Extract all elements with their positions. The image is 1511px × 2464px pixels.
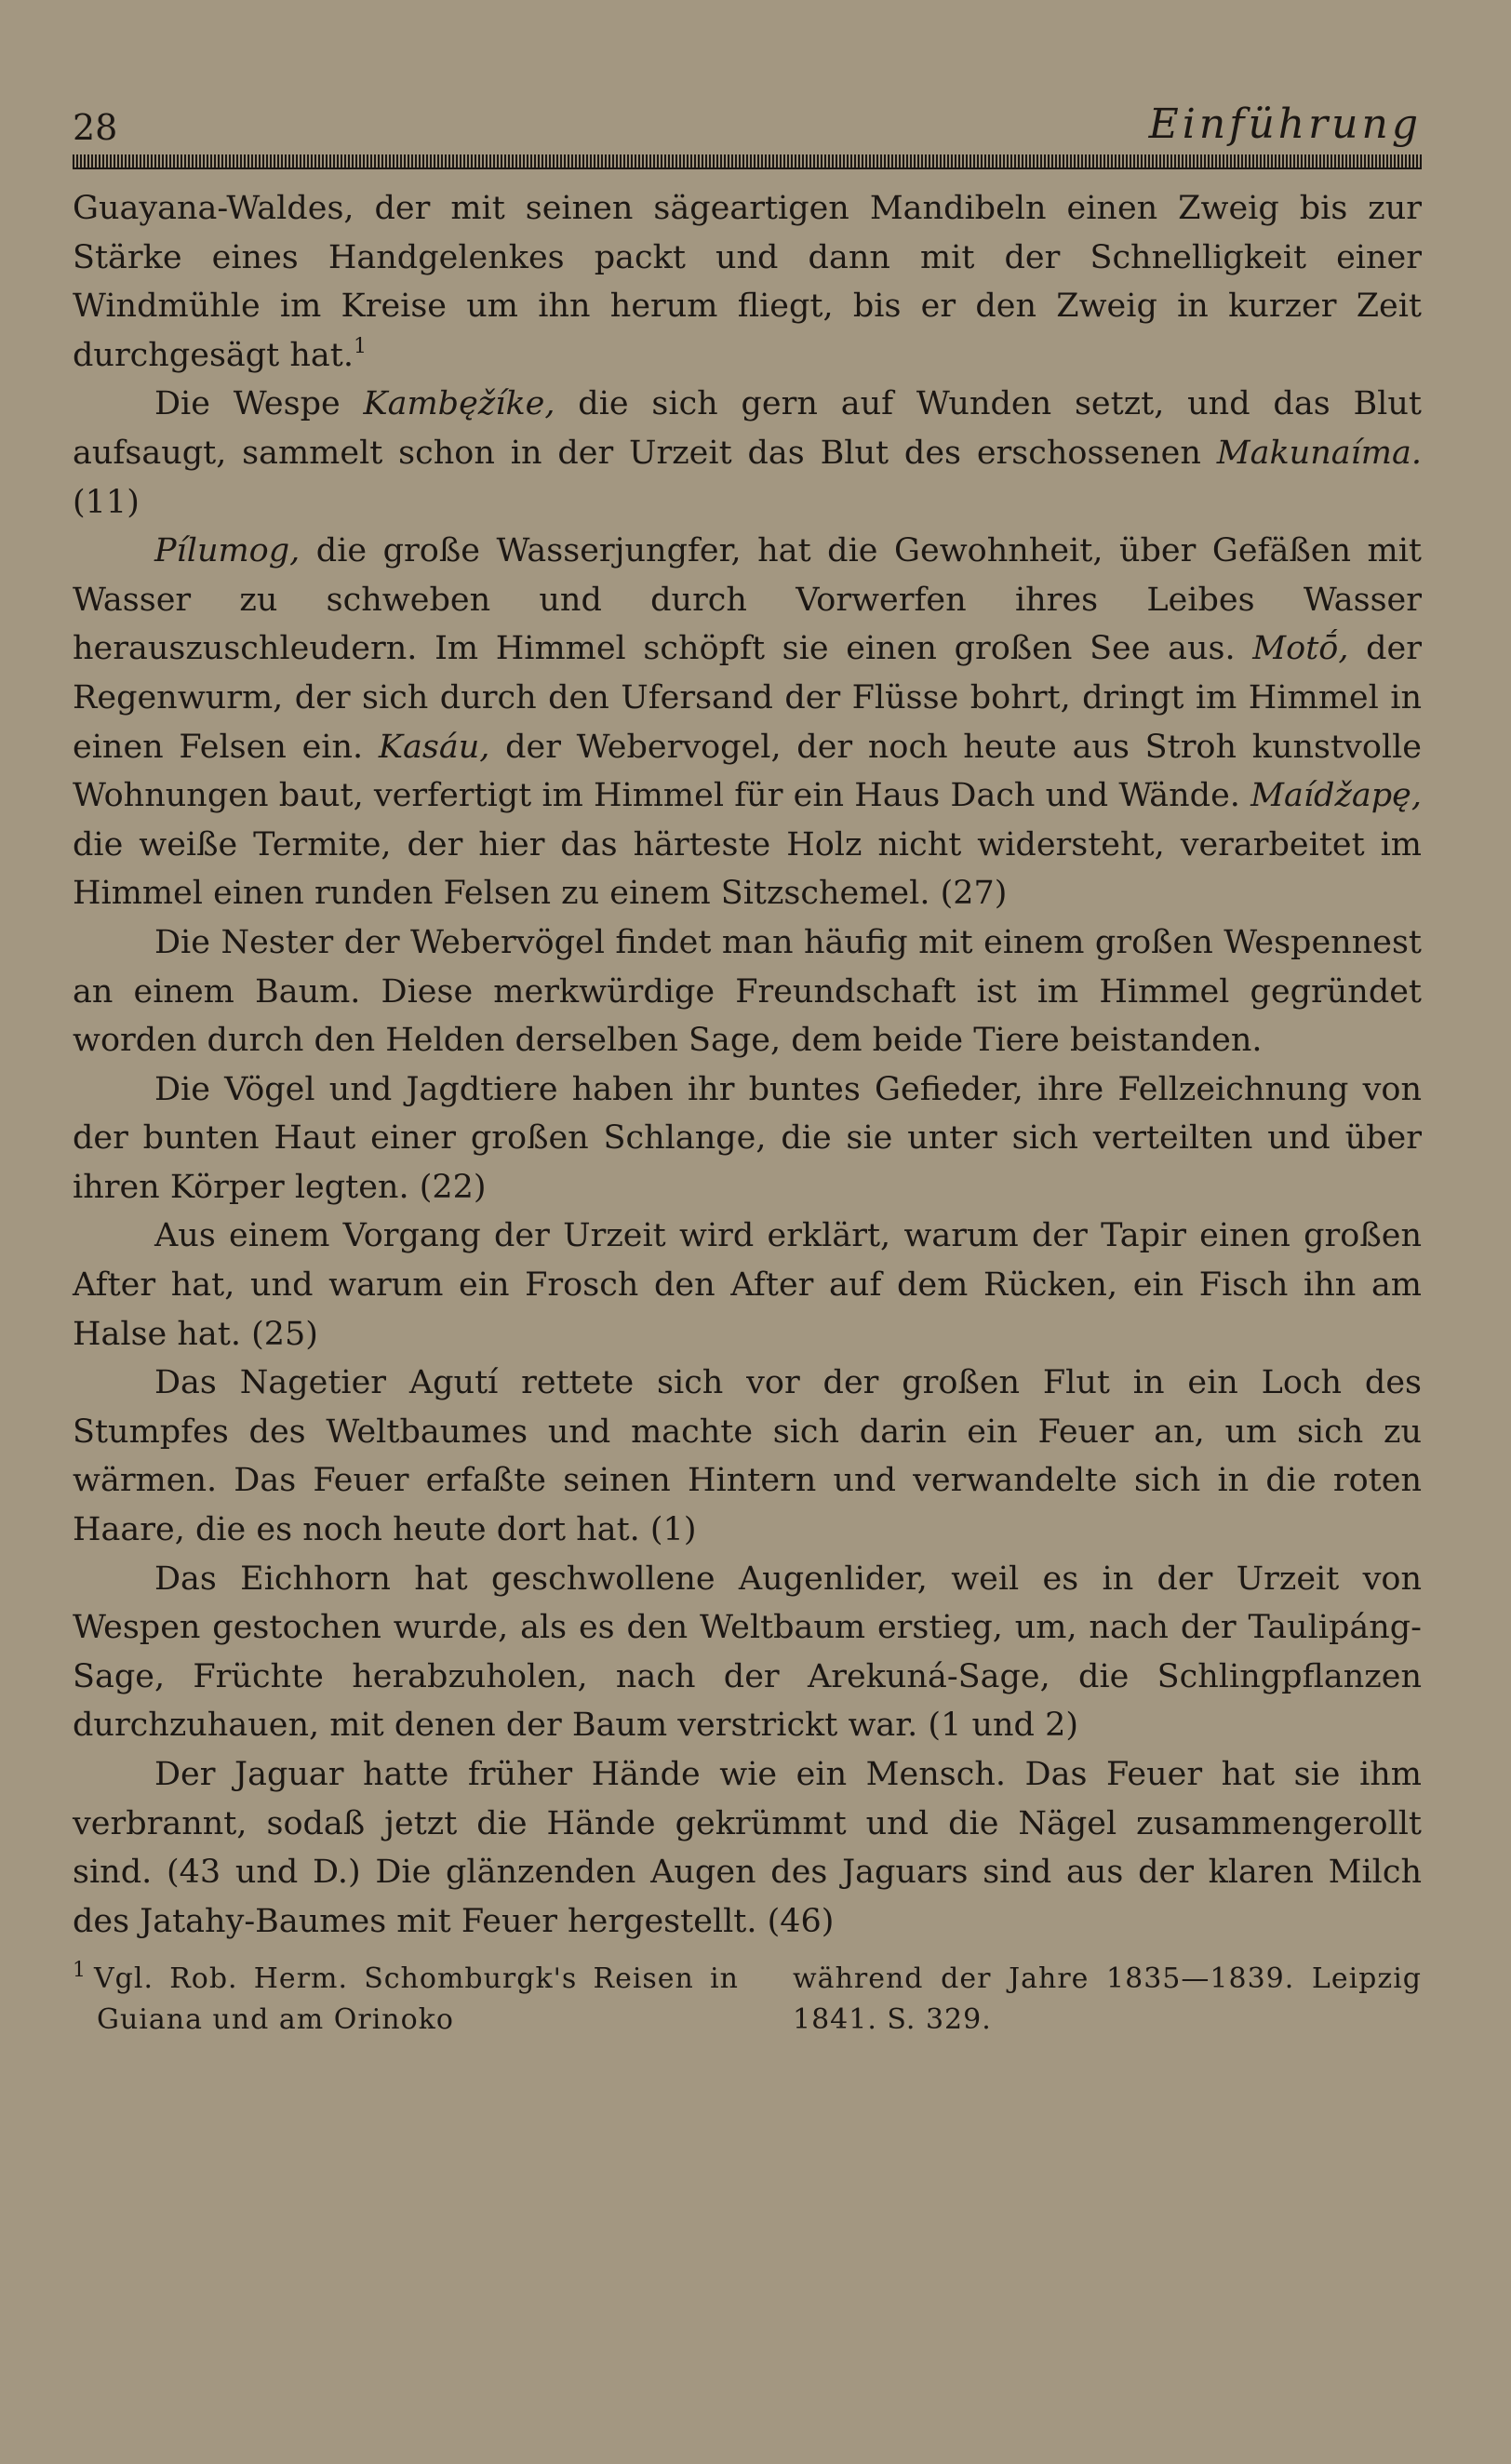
italic-name: Motṓ, — [1252, 630, 1349, 668]
paragraph-text: (11) — [73, 483, 140, 521]
italic-name: Makunaíma. — [1216, 434, 1422, 472]
paragraph-text: Guayana-Waldes, der mit seinen sägeartigen Mandibeln einen Zweig bis zur Stärke eines Handgelenkes packt und dann mit der Schnelligkeit einer Windmühle im Kreise um ihn herum fliegt, bis er den Zweig in kurzer Zeit durchgesägt hat. — [73, 190, 1422, 374]
paragraph-text: die weiße Termite, der hier das härteste Holz nicht widersteht, verarbeitet im Himmel einen runden Felsen zu einem Sitzschemel. (27) — [73, 825, 1422, 913]
paragraph-text: der Regenwurm, der sich durch den Ufersand der Flüsse bohrt, dringt im Himmel in einen Felsen ein. — [73, 630, 1422, 766]
paragraph-2 — [73, 380, 1422, 527]
paragraph-text: die sich gern auf Wunden setzt, und das Blut aufsaugt, sammelt schon in der Urzeit das Blut des erschossenen — [73, 385, 1422, 472]
italic-name: Pílumog, — [154, 532, 301, 570]
paragraph-9: Der Jaguar hatte früher Hände wie ein Mensch. Das Feuer hat sie ihm verbrannt, sodaß jetzt die Hände gekrümmt und die Nägel zusammengerollt sind. (43 und D.) Die glänzenden Augen des Jaguars sind aus der klaren Milch des Jatahy-Baumes mit Feuer hergestellt. (46) — [73, 1756, 1422, 1940]
footnote — [73, 1959, 1422, 2041]
italic-name: Kambęžíke, — [363, 385, 555, 423]
paragraph-text: der Webervogel, der noch heute aus Stroh kunstvolle Wohnungen baut, verfertigt im Himmel für ein Haus Dach und Wände. — [73, 728, 1422, 815]
book-page — [73, 100, 1422, 2041]
footnote-right-column: während der Jahre 1835—1839. Leipzig 1841. S. 329. — [793, 1962, 1422, 2037]
footnote-left-column — [73, 1959, 739, 2041]
footnote-text-left: Vgl. Rob. Herm. Schomburgk's Reisen in Guiana und am Orinoko — [94, 1962, 739, 2037]
paragraph-7: Das Nagetier Agutí rettete sich vor der großen Flut in ein Loch des Stumpfes des Weltbaumes und machte sich darin ein Feuer an, um sich zu wärmen. Das Feuer erfaßte seinen Hintern und verwandelte sich in die roten Haare, die es noch heute dort hat. (1) — [73, 1364, 1422, 1549]
paragraph-text: Die Wespe — [154, 385, 364, 423]
paragraph-4: Die Nester der Webervögel findet man häufig mit einem großen Wespennest an einem Baum. Diese merkwürdige Freundschaft ist im Himmel gegründet worden durch den Helden derselben Sage, dem beide Tiere beistanden. — [73, 923, 1422, 1060]
paragraph-8: Das Eichhorn hat geschwollene Augenlider, weil es in der Urzeit von Wespen gestochen wurde, als es den Weltbaum erstieg, um, nach der Taulipáng-Sage, Früchte herabzuholen, nach der Arekuná-Sage, die Schlingpflanzen durchzuhauen, mit denen der Baum verstrickt war. (1 und 2) — [73, 1560, 1422, 1745]
paragraph-6: Aus einem Vorgang der Urzeit wird erklärt, warum der Tapir einen großen After hat, und warum ein Frosch den After auf dem Rücken, ein Fisch ihn am Halse hat. (25) — [73, 1217, 1422, 1353]
running-head: Einführung — [1148, 100, 1422, 148]
italic-name: Kasáu, — [378, 728, 490, 766]
paragraph-3 — [73, 527, 1422, 918]
paragraph-text: die große Wasserjungfer, hat die Gewohnheit, über Gefäßen mit Wasser zu schweben und durch Vorwerfen ihres Leibes Wasser herauszuschleudern. Im Himmel schöpft sie einen großen See aus. — [73, 532, 1422, 668]
page-number: 28 — [73, 107, 118, 148]
body-text — [73, 184, 1422, 1946]
paragraph-5: Die Vögel und Jagdtiere haben ihr buntes Gefieder, ihre Fellzeichnung von der bunten Haut einer großen Schlange, die sie unter sich verteilten und über ihren Körper legten. (22) — [73, 1070, 1422, 1206]
italic-name: Maídžapę, — [1250, 777, 1422, 815]
paragraph-1 — [73, 184, 1422, 380]
footnote-mark: 1 — [73, 1959, 87, 1983]
page-header — [73, 100, 1422, 153]
footnote-reference: 1 — [353, 334, 367, 358]
header-rule-ornament — [73, 154, 1422, 169]
